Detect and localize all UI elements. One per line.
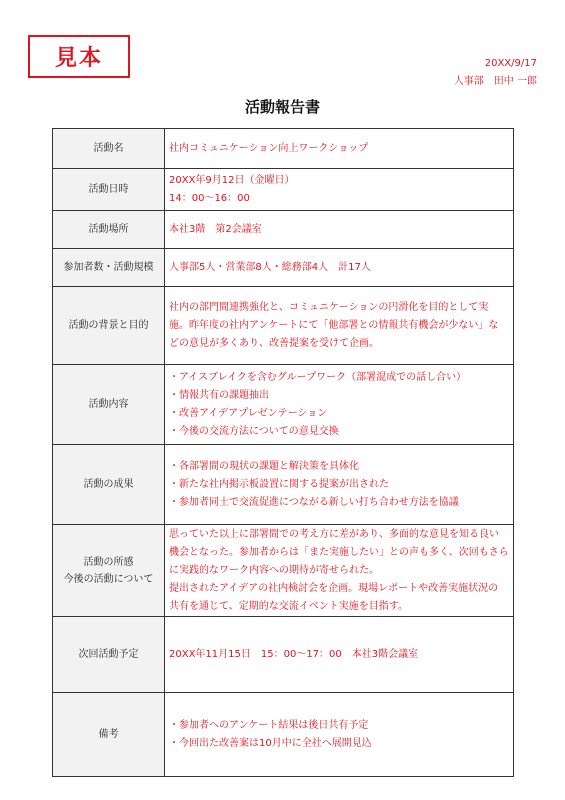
row-value-line: 機会となった。参加者からは「また実施したい」との声も多く、次回もさら xyxy=(169,546,509,558)
row-label xyxy=(53,211,165,249)
row-value-line: 施。昨年度の社内アンケートにて「他部署との情報共有機会が少ない」な xyxy=(169,319,499,331)
row-label-line: 参加者数・活動規模 xyxy=(63,262,154,273)
row-value-line: ・各部署間の現状の課題と解決策を具体化 xyxy=(169,460,359,472)
row-label-line: 活動内容 xyxy=(88,399,129,410)
row-label xyxy=(53,365,165,445)
document-author: 人事部 田中 一郎 xyxy=(453,76,537,87)
row-label xyxy=(53,249,165,287)
row-label-line: 活動場所 xyxy=(88,224,129,235)
row-value xyxy=(165,129,514,169)
table-row xyxy=(53,169,514,211)
row-value-line: 人事部5人・営業部8人・総務部4人 計17人 xyxy=(169,261,371,273)
table-row xyxy=(53,693,514,777)
table-row xyxy=(53,445,514,525)
report-table xyxy=(52,128,514,777)
row-value-line: ・改善アイデアプレゼンテーション xyxy=(169,407,328,419)
row-label-line: 活動の成果 xyxy=(83,479,134,490)
row-value-line: ・参加者へのアンケート結果は後日共有予定 xyxy=(169,719,369,731)
row-label-line: 活動日時 xyxy=(88,184,129,195)
row-label-line: 備考 xyxy=(98,729,119,740)
row-value-line: 共有を通じて、定期的な交流イベント実施を目指す。 xyxy=(169,600,408,612)
row-value-line: 社内コミュニケーション向上ワークショップ xyxy=(169,142,369,154)
row-value-line: に実践的なワーク内容への期待が寄せられた。 xyxy=(169,564,379,576)
row-value xyxy=(165,249,514,287)
row-value-line: 20XX年11月15日 15：00〜17：00 本社3階会議室 xyxy=(169,648,419,660)
row-value xyxy=(165,617,514,693)
row-value-line: 思っていた以上に部署間での考え方に差があり、多面的な意見を知る良い xyxy=(169,528,499,540)
row-value-line: ・アイスブレイクを含むグループワーク（部署混成での話し合い） xyxy=(169,371,467,383)
row-label xyxy=(53,693,165,777)
row-value-line: 20XX年9月12日（金曜日） xyxy=(169,174,295,186)
row-value xyxy=(165,287,514,365)
row-label xyxy=(53,445,165,525)
row-label xyxy=(53,129,165,169)
row-label-line: 今後の活動について xyxy=(63,573,154,585)
row-value-line: どの意見が多くあり、改善提案を受けて企画。 xyxy=(169,337,379,349)
row-value-line: 本社3階 第2会議室 xyxy=(169,223,262,235)
row-label-line: 次回活動予定 xyxy=(78,649,139,660)
table-row xyxy=(53,287,514,365)
document-title: 活動報告書 xyxy=(244,98,320,116)
table-row xyxy=(53,249,514,287)
row-value xyxy=(165,445,514,525)
row-label xyxy=(53,287,165,365)
table-row xyxy=(53,365,514,445)
row-value xyxy=(165,169,514,211)
row-label xyxy=(53,525,165,617)
table-row xyxy=(53,617,514,693)
row-value-line: ・新たな社内掲示板設置に関する提案が出された xyxy=(169,478,389,490)
row-value-line: ・情報共有の課題抽出 xyxy=(169,389,269,401)
row-label xyxy=(53,169,165,211)
row-value xyxy=(165,525,514,617)
row-value-line: ・今回出た改善案は10月中に全社へ展開見込 xyxy=(169,737,372,749)
table-row xyxy=(53,211,514,249)
row-value xyxy=(165,365,514,445)
row-value-line: ・参加者同士で交流促進につながる新しい打ち合わせ方法を協議 xyxy=(169,496,459,508)
row-value-line: 社内の部門間連携強化と、コミュニケーションの円滑化を目的として実 xyxy=(169,301,489,313)
table-row xyxy=(53,525,514,617)
row-value-line: 14：00〜16：00 xyxy=(169,192,250,204)
row-label-line: 活動の所感 xyxy=(83,556,134,568)
row-value-line: 提出されたアイデアの社内検討会を企画。現場レポートや改善実施状況の xyxy=(169,582,499,594)
sample-stamp: 見本 xyxy=(28,35,130,78)
table-row xyxy=(53,129,514,169)
row-label-line: 活動名 xyxy=(93,143,124,154)
document-meta xyxy=(454,55,537,91)
row-value xyxy=(165,211,514,249)
row-value-line: ・今後の交流方法についての意見交換 xyxy=(169,425,339,437)
row-label-line: 活動の背景と目的 xyxy=(68,320,149,331)
row-value xyxy=(165,693,514,777)
document-date: 20XX/9/17 xyxy=(484,58,537,69)
row-label xyxy=(53,617,165,693)
